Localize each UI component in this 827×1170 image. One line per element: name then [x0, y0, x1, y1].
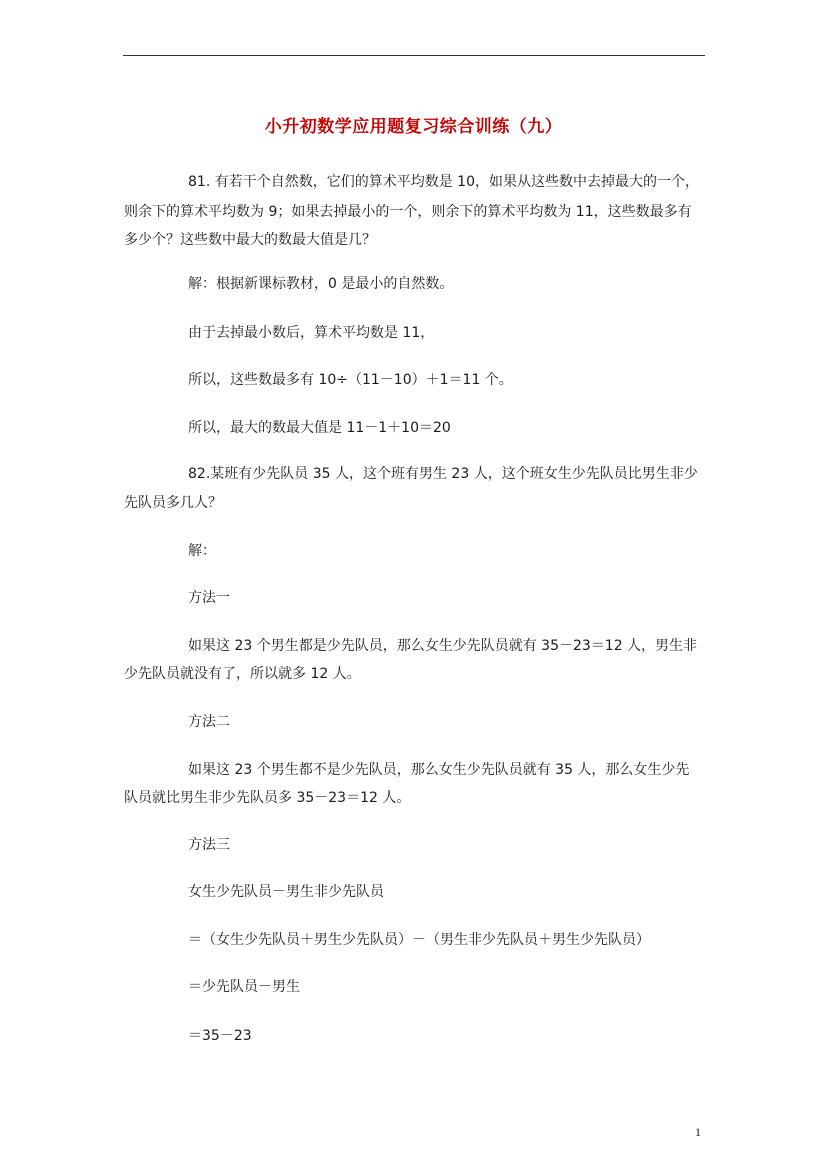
paragraph-line: 方法三 [188, 837, 230, 853]
paragraph-line: 81. 有若干个自然数，它们的算术平均数是 10，如果从这些数中去掉最大的一个， [188, 174, 699, 190]
header-rule [123, 55, 705, 56]
paragraph-line: ＝少先队员－男生 [188, 979, 300, 995]
paragraph-line: 由于去掉最小数后，算术平均数是 11， [188, 325, 435, 341]
paragraph-line: 所以，最大的数最大值是 11－1＋10＝20 [188, 420, 451, 436]
paragraph-line: 解： [188, 543, 216, 559]
paragraph-line: 多少个？这些数中最大的数最大值是几？ [124, 232, 376, 248]
paragraph-line: 方法一 [188, 590, 230, 606]
paragraph-line: ＝35－23 [188, 1028, 252, 1044]
paragraph-line: 如果这 23 个男生都是少先队员，那么女生少先队员就有 35－23＝12 人，男生非 [188, 638, 698, 654]
paragraph-line: 队员就比男生非少先队员多 35－23＝12 人。 [124, 790, 411, 806]
paragraph-line: 82.某班有少先队员 35 人，这个班有男生 23 人，这个班女生少先队员比男生非少 [188, 466, 698, 482]
paragraph-line: 先队员多几人？ [124, 495, 222, 511]
paragraph-line: 则余下的算术平均数为 9；如果去掉最小的一个，则余下的算术平均数为 11，这些数最多有 [124, 204, 692, 220]
paragraph-line: 解：根据新课标教材，0 是最小的自然数。 [188, 276, 454, 292]
paragraph-line: 方法二 [188, 714, 230, 730]
paragraph-line: 少先队员就没有了，所以就多 12 人。 [124, 666, 361, 682]
paragraph-line: 所以，这些数最多有 10÷（11－10）＋1＝11 个。 [188, 372, 513, 388]
paragraph-line: ＝（女生少先队员＋男生少先队员）－（男生非少先队员＋男生少先队员） [188, 932, 650, 948]
paragraph-line: 女生少先队员－男生非少先队员 [188, 884, 384, 900]
document-title: 小升初数学应用题复习综合训练（九） [264, 117, 563, 137]
paragraph-line: 如果这 23 个男生都不是少先队员，那么女生少先队员就有 35 人，那么女生少先 [188, 762, 690, 778]
page-number: 1 [695, 1125, 701, 1139]
